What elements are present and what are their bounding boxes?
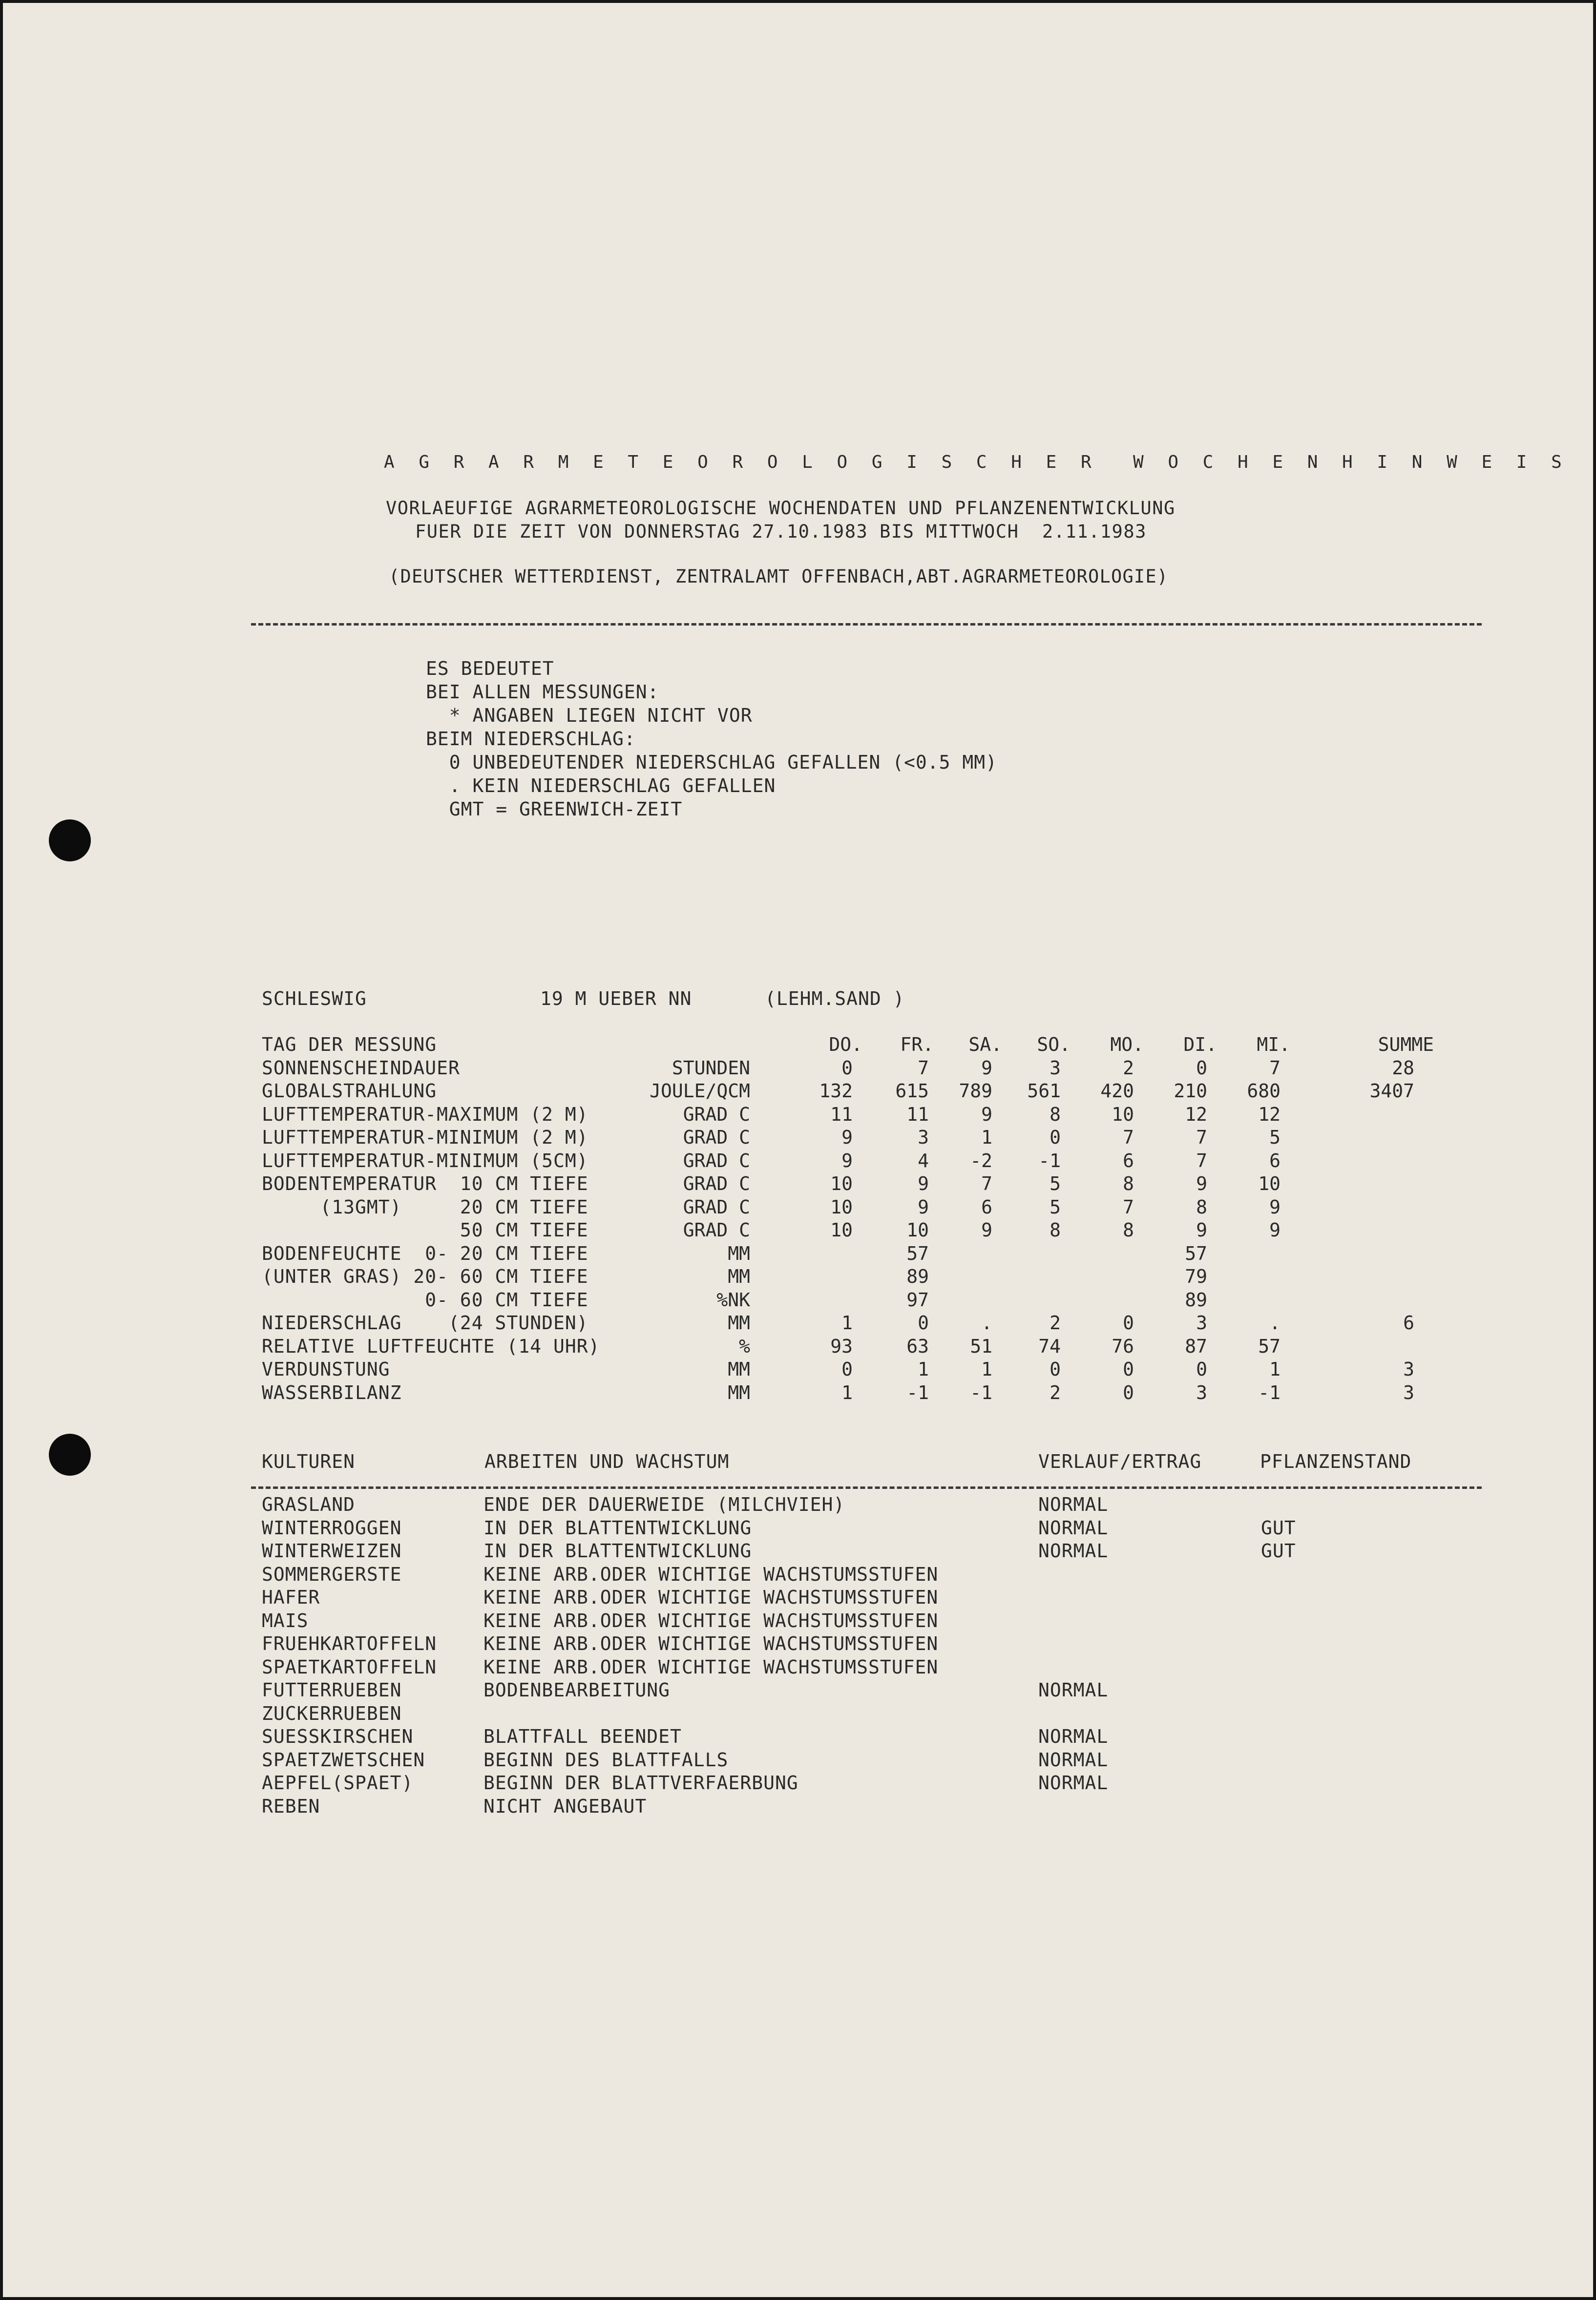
crop-name: SPAETZWETSCHEN bbox=[262, 1749, 425, 1771]
measure-row-unit: GRAD C bbox=[683, 1150, 750, 1171]
measure-row-label: LUFTTEMPERATUR-MINIMUM (2 M) bbox=[262, 1127, 588, 1148]
measure-cell: 7 bbox=[1196, 1127, 1207, 1148]
measure-cell: 74 bbox=[1038, 1335, 1061, 1357]
crop-name: SUESSKIRSCHEN bbox=[262, 1726, 414, 1747]
measure-row-label: 0- 60 CM TIEFE bbox=[262, 1289, 588, 1311]
measure-cell: 3 bbox=[1196, 1381, 1207, 1403]
crop-work: BODENBEARBEITUNG bbox=[483, 1679, 671, 1701]
crop-course: NORMAL bbox=[1038, 1517, 1109, 1539]
measure-cell: . bbox=[981, 1312, 992, 1334]
measure-row-unit: MM bbox=[728, 1266, 750, 1287]
measure-cell: 0 bbox=[1123, 1381, 1134, 1403]
measure-cell: -1 bbox=[906, 1381, 929, 1403]
measure-cell: 9 bbox=[841, 1150, 853, 1171]
punch-hole-upper bbox=[49, 819, 91, 861]
measure-row-label: VERDUNSTUNG bbox=[262, 1359, 390, 1380]
measure-sum-cell: 3 bbox=[1403, 1381, 1414, 1403]
crop-course: NORMAL bbox=[1038, 1540, 1109, 1562]
measure-cell: 8 bbox=[1050, 1103, 1061, 1125]
measure-cell: 9 bbox=[1269, 1219, 1281, 1241]
day-header: MI. bbox=[1257, 1034, 1290, 1055]
crops-header: PFLANZENSTAND bbox=[1260, 1451, 1412, 1472]
crop-state: GUT bbox=[1261, 1540, 1296, 1562]
measure-cell: 10 bbox=[830, 1196, 853, 1218]
measure-sum-cell: 3407 bbox=[1369, 1080, 1414, 1102]
measure-cell: 8 bbox=[1050, 1219, 1061, 1241]
measure-cell: 2 bbox=[1123, 1057, 1134, 1079]
measure-cell: -2 bbox=[970, 1150, 992, 1171]
crop-name: AEPFEL(SPAET) bbox=[262, 1772, 414, 1794]
measure-cell: 89 bbox=[1185, 1289, 1207, 1311]
crop-work: IN DER BLATTENTWICKLUNG bbox=[483, 1540, 752, 1562]
crop-name: ZUCKERRUEBEN bbox=[262, 1702, 402, 1724]
measure-cell: 5 bbox=[1269, 1127, 1281, 1148]
measure-cell: 132 bbox=[819, 1080, 853, 1102]
crop-work: BLATTFALL BEENDET bbox=[483, 1726, 682, 1747]
legend-line: ES BEDEUTET bbox=[426, 658, 554, 679]
measure-cell: 79 bbox=[1185, 1266, 1207, 1287]
measure-cell: 9 bbox=[841, 1127, 853, 1148]
measure-cell: 2 bbox=[1050, 1312, 1061, 1334]
day-header: SA. bbox=[968, 1034, 1002, 1055]
measure-cell: 6 bbox=[981, 1196, 992, 1218]
measure-cell: -1 bbox=[1038, 1150, 1061, 1171]
measure-row-label: (UNTER GRAS) 20- 60 CM TIEFE bbox=[262, 1266, 588, 1287]
measure-row-unit: MM bbox=[728, 1312, 750, 1334]
day-header: MO. bbox=[1110, 1034, 1144, 1055]
day-header: SO. bbox=[1037, 1034, 1071, 1055]
measure-row-unit: % bbox=[739, 1335, 750, 1357]
measure-cell: 10 bbox=[1112, 1103, 1134, 1125]
measure-cell: 7 bbox=[1123, 1127, 1134, 1148]
measure-cell: 57 bbox=[906, 1242, 929, 1264]
crop-work: KEINE ARB.ODER WICHTIGE WACHSTUMSSTUFEN bbox=[483, 1587, 939, 1608]
measure-cell: 8 bbox=[1196, 1196, 1207, 1218]
measure-row-unit: MM bbox=[728, 1359, 750, 1380]
measure-cell: 0 bbox=[1196, 1359, 1207, 1380]
crop-work: NICHT ANGEBAUT bbox=[483, 1795, 647, 1817]
crop-name: FUTTERRUEBEN bbox=[262, 1679, 402, 1701]
measure-cell: 6 bbox=[1269, 1150, 1281, 1171]
measure-cell: 2 bbox=[1050, 1381, 1061, 1403]
crop-work: BEGINN DER BLATTVERFAERBUNG bbox=[483, 1772, 798, 1794]
measure-row-unit: GRAD C bbox=[683, 1219, 750, 1241]
measure-cell: 615 bbox=[895, 1080, 929, 1102]
crop-state: GUT bbox=[1261, 1517, 1296, 1539]
measure-cell: 8 bbox=[1123, 1173, 1134, 1194]
measure-cell: -1 bbox=[970, 1381, 992, 1403]
measure-cell: 63 bbox=[906, 1335, 929, 1357]
measure-row-unit: GRAD C bbox=[683, 1196, 750, 1218]
measure-cell: 1 bbox=[841, 1312, 853, 1334]
measure-cell: 0 bbox=[1123, 1312, 1134, 1334]
measure-cell: 76 bbox=[1112, 1335, 1134, 1357]
crop-work: KEINE ARB.ODER WICHTIGE WACHSTUMSSTUFEN bbox=[483, 1633, 939, 1654]
measure-cell: 1 bbox=[918, 1359, 929, 1380]
measure-cell: 10 bbox=[1258, 1173, 1281, 1194]
measure-row-label: BODENFEUCHTE 0- 20 CM TIEFE bbox=[262, 1242, 588, 1264]
measure-cell: 11 bbox=[830, 1103, 853, 1125]
measure-cell: 0 bbox=[918, 1312, 929, 1334]
day-header: DO. bbox=[829, 1034, 862, 1055]
measure-cell: 5 bbox=[1050, 1173, 1061, 1194]
crops-header: ARBEITEN UND WACHSTUM bbox=[484, 1451, 730, 1472]
punch-hole-lower bbox=[49, 1434, 91, 1476]
measure-cell: 0 bbox=[1050, 1127, 1061, 1148]
measure-cell: 210 bbox=[1174, 1080, 1207, 1102]
measure-cell: 1 bbox=[981, 1127, 992, 1148]
measure-row-label: LUFTTEMPERATUR-MAXIMUM (2 M) bbox=[262, 1103, 588, 1125]
measure-sum-cell: 6 bbox=[1403, 1312, 1414, 1334]
measure-row-unit: GRAD C bbox=[683, 1127, 750, 1148]
crop-work: IN DER BLATTENTWICKLUNG bbox=[483, 1517, 752, 1539]
legend-line: GMT = GREENWICH-ZEIT bbox=[426, 798, 683, 820]
crop-course: NORMAL bbox=[1038, 1726, 1109, 1747]
measure-cell: 0 bbox=[1050, 1359, 1061, 1380]
day-header: FR. bbox=[900, 1034, 934, 1055]
measure-cell: 0 bbox=[841, 1359, 853, 1380]
measure-cell: 9 bbox=[1196, 1173, 1207, 1194]
day-header: DI. bbox=[1183, 1034, 1217, 1055]
measure-row-label: BODENTEMPERATUR 10 CM TIEFE bbox=[262, 1173, 588, 1194]
document-page bbox=[3, 3, 1593, 2297]
crop-course: NORMAL bbox=[1038, 1679, 1109, 1701]
crops-header: VERLAUF/ERTRAG bbox=[1038, 1451, 1202, 1472]
measure-cell: 9 bbox=[1196, 1219, 1207, 1241]
measure-cell: 789 bbox=[959, 1080, 992, 1102]
measure-cell: 7 bbox=[1269, 1057, 1281, 1079]
measure-cell: -1 bbox=[1258, 1381, 1281, 1403]
measure-cell: 9 bbox=[918, 1173, 929, 1194]
measure-cell: 93 bbox=[830, 1335, 853, 1357]
crop-work: BEGINN DES BLATTFALLS bbox=[483, 1749, 729, 1771]
crop-name: FRUEHKARTOFFELN bbox=[262, 1633, 437, 1654]
divider-crops bbox=[251, 1486, 1482, 1489]
measure-cell: 4 bbox=[918, 1150, 929, 1171]
crop-name: HAFER bbox=[262, 1587, 320, 1608]
measure-row-unit: MM bbox=[728, 1242, 750, 1264]
document-title: A G R A R M E T E O R O L O G I S C H E R W O C H E N H I N W E I S bbox=[384, 452, 1569, 472]
measure-cell: 0 bbox=[1123, 1359, 1134, 1380]
measure-cell: 51 bbox=[970, 1335, 992, 1357]
measure-sum-cell: 28 bbox=[1392, 1057, 1414, 1079]
crop-course: NORMAL bbox=[1038, 1494, 1109, 1515]
measure-row-unit: %NK bbox=[716, 1289, 750, 1311]
measure-row-unit: GRAD C bbox=[683, 1173, 750, 1194]
measure-cell: 420 bbox=[1100, 1080, 1134, 1102]
station-soil: (LEHM.SAND ) bbox=[765, 988, 905, 1009]
subtitle-line-1: VORLAEUFIGE AGRARMETEOROLOGISCHE WOCHENDATEN UND PFLANZENENTWICKLUNG bbox=[386, 498, 1176, 519]
measure-cell: 7 bbox=[1196, 1150, 1207, 1171]
measure-cell: 3 bbox=[918, 1127, 929, 1148]
measure-row-label: RELATIVE LUFTFEUCHTE (14 UHR) bbox=[262, 1335, 600, 1357]
measure-cell: 9 bbox=[981, 1057, 992, 1079]
measure-cell: 12 bbox=[1185, 1103, 1207, 1125]
divider-top bbox=[251, 623, 1482, 626]
crop-work: KEINE ARB.ODER WICHTIGE WACHSTUMSSTUFEN bbox=[483, 1610, 939, 1631]
measure-cell: 3 bbox=[1196, 1312, 1207, 1334]
measure-cell: 8 bbox=[1123, 1219, 1134, 1241]
station-height: 19 M UEBER NN bbox=[540, 988, 692, 1009]
measure-row-label: LUFTTEMPERATUR-MINIMUM (5CM) bbox=[262, 1150, 588, 1171]
crop-course: NORMAL bbox=[1038, 1749, 1109, 1771]
measure-row-label: SONNENSCHEINDAUER bbox=[262, 1057, 460, 1079]
station-name: SCHLESWIG bbox=[262, 988, 367, 1009]
measure-cell: 1 bbox=[981, 1359, 992, 1380]
measure-cell: 9 bbox=[1269, 1196, 1281, 1218]
measure-cell: 3 bbox=[1050, 1057, 1061, 1079]
measure-cell: 89 bbox=[906, 1266, 929, 1287]
measure-cell: 7 bbox=[981, 1173, 992, 1194]
measure-cell: 7 bbox=[918, 1057, 929, 1079]
crops-header: KULTUREN bbox=[262, 1451, 356, 1472]
measure-cell: 1 bbox=[1269, 1359, 1281, 1380]
measure-cell: 680 bbox=[1247, 1080, 1281, 1102]
measure-cell: 0 bbox=[1196, 1057, 1207, 1079]
measure-cell: 7 bbox=[1123, 1196, 1134, 1218]
measure-cell: 12 bbox=[1258, 1103, 1281, 1125]
crop-work: ENDE DER DAUERWEIDE (MILCHVIEH) bbox=[483, 1494, 845, 1515]
subtitle-line-2: FUER DIE ZEIT VON DONNERSTAG 27.10.1983 BIS MITTWOCH 2.11.1983 bbox=[415, 521, 1147, 542]
measure-cell: 561 bbox=[1027, 1080, 1061, 1102]
measure-cell: 0 bbox=[841, 1057, 853, 1079]
crop-work: KEINE ARB.ODER WICHTIGE WACHSTUMSSTUFEN bbox=[483, 1563, 939, 1585]
sum-header: SUMME bbox=[1378, 1034, 1434, 1055]
measure-cell: 9 bbox=[981, 1219, 992, 1241]
legend-line: 0 UNBEDEUTENDER NIEDERSCHLAG GEFALLEN (<0.5 MM) bbox=[426, 752, 998, 773]
legend-line: . KEIN NIEDERSCHLAG GEFALLEN bbox=[426, 775, 776, 796]
crop-name: GRASLAND bbox=[262, 1494, 356, 1515]
legend-line: * ANGABEN LIEGEN NICHT VOR bbox=[426, 705, 753, 726]
measure-cell: 10 bbox=[906, 1219, 929, 1241]
measure-row-label: GLOBALSTRAHLUNG bbox=[262, 1080, 437, 1102]
measure-cell: 6 bbox=[1123, 1150, 1134, 1171]
measure-header-label: TAG DER MESSUNG bbox=[262, 1034, 437, 1055]
crop-name: WINTERWEIZEN bbox=[262, 1540, 402, 1562]
measure-row-label: (13GMT) 20 CM TIEFE bbox=[262, 1196, 588, 1218]
measure-cell: 10 bbox=[830, 1219, 853, 1241]
measure-row-label: NIEDERSCHLAG (24 STUNDEN) bbox=[262, 1312, 588, 1334]
crop-name: SPAETKARTOFFELN bbox=[262, 1656, 437, 1678]
measure-cell: 10 bbox=[830, 1173, 853, 1194]
measure-row-unit: JOULE/QCM bbox=[650, 1080, 750, 1102]
measure-row-unit: GRAD C bbox=[683, 1103, 750, 1125]
measure-cell: . bbox=[1269, 1312, 1281, 1334]
measure-cell: 97 bbox=[906, 1289, 929, 1311]
legend-line: BEI ALLEN MESSUNGEN: bbox=[426, 681, 659, 703]
measure-cell: 9 bbox=[981, 1103, 992, 1125]
measure-cell: 57 bbox=[1258, 1335, 1281, 1357]
crop-course: NORMAL bbox=[1038, 1772, 1109, 1794]
crop-name: SOMMERGERSTE bbox=[262, 1563, 402, 1585]
source-line: (DEUTSCHER WETTERDIENST, ZENTRALAMT OFFENBACH,ABT.AGRARMETEOROLOGIE) bbox=[389, 566, 1169, 587]
measure-row-label: 50 CM TIEFE bbox=[262, 1219, 588, 1241]
measure-cell: 11 bbox=[906, 1103, 929, 1125]
measure-cell: 9 bbox=[918, 1196, 929, 1218]
measure-row-label: WASSERBILANZ bbox=[262, 1381, 402, 1403]
measure-cell: 1 bbox=[841, 1381, 853, 1403]
measure-sum-cell: 3 bbox=[1403, 1359, 1414, 1380]
crop-name: WINTERROGGEN bbox=[262, 1517, 402, 1539]
crop-name: REBEN bbox=[262, 1795, 320, 1817]
measure-cell: 87 bbox=[1185, 1335, 1207, 1357]
measure-row-unit: MM bbox=[728, 1381, 750, 1403]
legend-line: BEIM NIEDERSCHLAG: bbox=[426, 728, 636, 750]
measure-row-unit: STUNDEN bbox=[672, 1057, 750, 1079]
measure-cell: 5 bbox=[1050, 1196, 1061, 1218]
crop-name: MAIS bbox=[262, 1610, 309, 1631]
crop-work: KEINE ARB.ODER WICHTIGE WACHSTUMSSTUFEN bbox=[483, 1656, 939, 1678]
measure-cell: 57 bbox=[1185, 1242, 1207, 1264]
